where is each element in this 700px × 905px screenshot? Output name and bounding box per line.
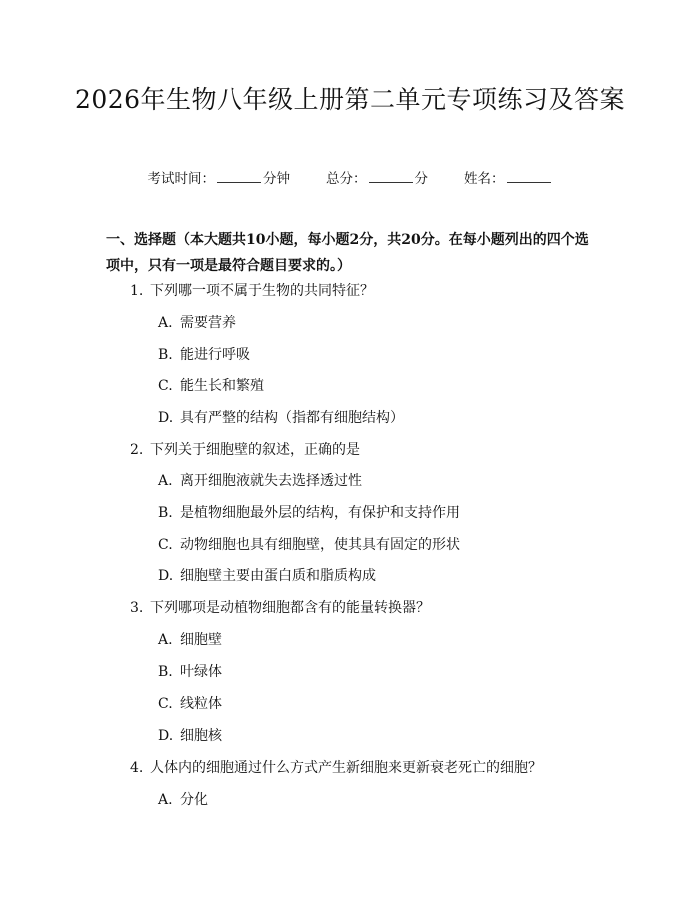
question-3: 3. 下列哪项是动植物细胞都含有的能量转换器？ — [130, 600, 430, 616]
option-2b: B. 是植物细胞最外层的结构，有保护和支持作用 — [158, 505, 460, 521]
option-3d: D. 细胞核 — [158, 728, 222, 744]
score-field: 总分： 分 — [326, 168, 428, 189]
time-blank — [217, 168, 261, 183]
option-4a: A. 分化 — [158, 792, 208, 808]
option-2d: D. 细胞壁主要由蛋白质和脂质构成 — [158, 568, 376, 584]
time-field: 考试时间： 分钟 — [148, 168, 291, 189]
option-1d: D. 具有严整的结构（指都有细胞结构） — [158, 410, 404, 426]
name-blank — [507, 168, 551, 183]
question-2: 2. 下列关于细胞壁的叙述，正确的是 — [130, 442, 360, 458]
name-field: 姓名： — [464, 168, 553, 189]
question-4: 4. 人体内的细胞通过什么方式产生新细胞来更新衰老死亡的细胞？ — [130, 760, 542, 776]
exam-meta — [0, 168, 700, 189]
score-blank — [369, 168, 413, 183]
option-3a: A. 细胞壁 — [158, 632, 222, 648]
option-1c: C. 能生长和繁殖 — [158, 378, 264, 394]
option-3c: C. 线粒体 — [158, 696, 222, 712]
option-1a: A. 需要营养 — [158, 315, 236, 331]
option-3b: B. 叶绿体 — [158, 664, 222, 680]
option-2c: C. 动物细胞也具有细胞壁，使其具有固定的形状 — [158, 537, 460, 553]
question-1: 1. 下列哪一项不属于生物的共同特征？ — [130, 283, 374, 299]
option-1b: B. 能进行呼吸 — [158, 347, 250, 363]
page-title: 2026年生物八年级上册第二单元专项练习及答案 — [74, 85, 626, 114]
option-2a: A. 离开细胞液就失去选择透过性 — [158, 473, 362, 489]
section-heading: 一、选择题（本大题共10小题，每小题2分，共20分。在每小题列出的四个选项中，只有一项是最符合题目要求的。） — [106, 232, 589, 274]
